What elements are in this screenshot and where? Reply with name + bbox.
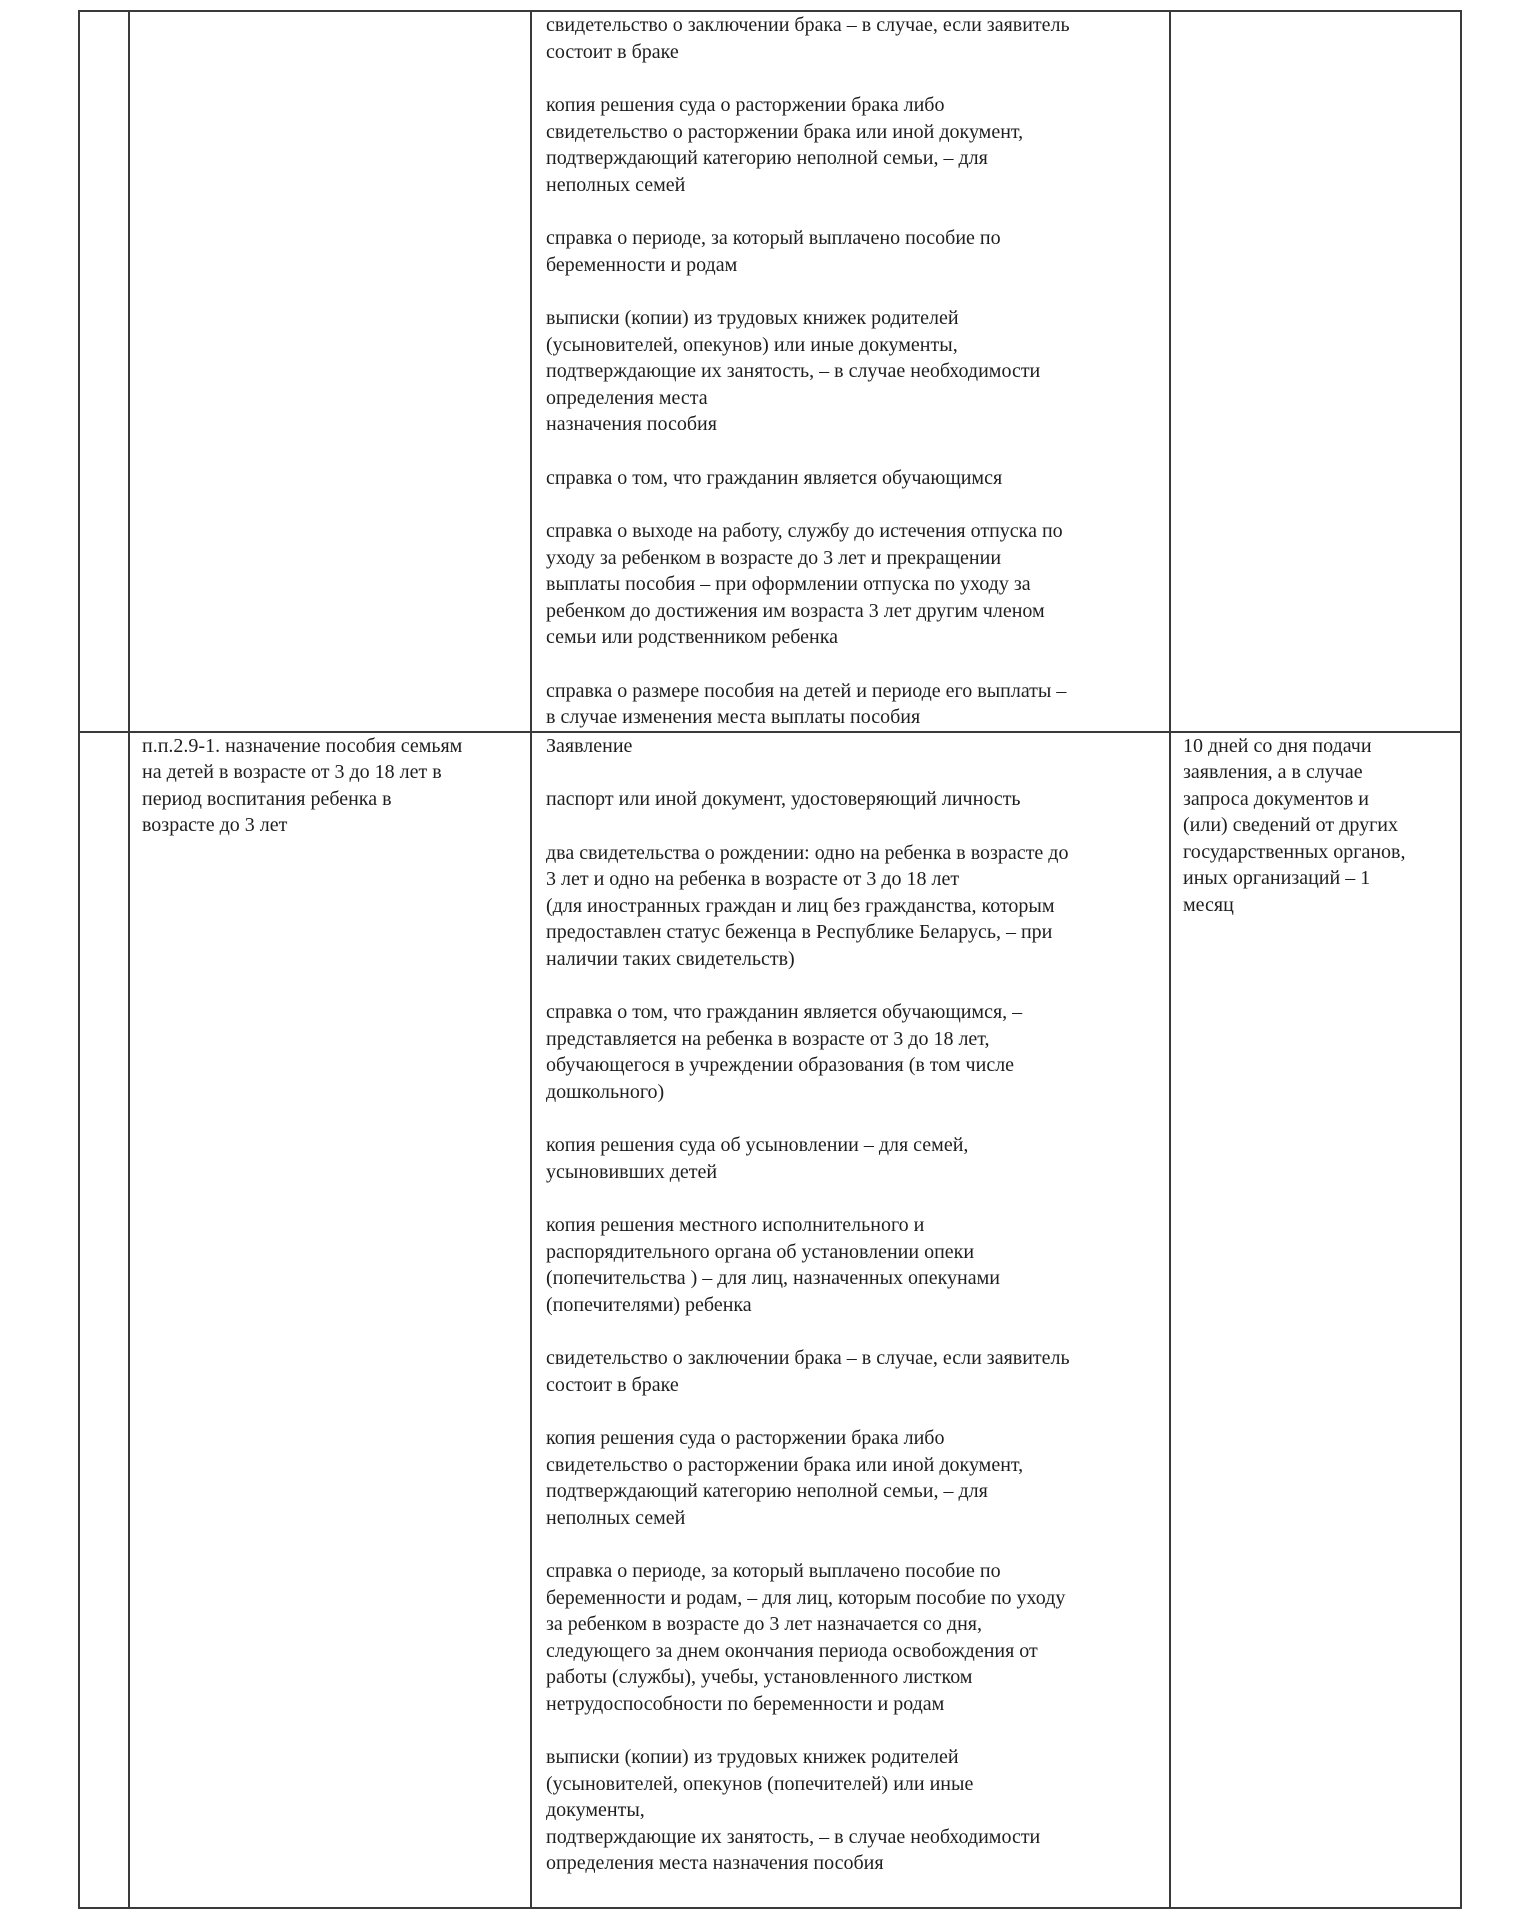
table-row [79,11,1461,732]
term-cell [1170,11,1461,732]
term-cell [1170,732,1461,1908]
documents-cell [531,732,1170,1908]
document-item: справка о том, что гражданин является обучающимся [546,466,1003,489]
document-item: выписки (копии) из трудовых книжек родителей (усыновителей, опекунов) или иные документы, подтверждающие их занятость, – в случае необходимости определения места назначения пособия [546,307,1041,435]
row-number-cell [79,11,129,732]
procedure-name-cell [129,732,531,1908]
documents-list [532,733,1169,1877]
documents-cell [531,11,1170,732]
row-number-cell [79,732,129,1908]
document-item: два свидетельства о рождении: одно на ребенка в возрасте до 3 лет и одно на ребенка в возрасте от 3 до 18 лет (для иностранных граждан и лиц без гражданства, которым предоставлен статус беженца в Республике Беларусь, – при наличии таких свидетельств) [546,841,1069,970]
document-item: свидетельство о заключении брака – в случае, если заявитель состоит в браке [546,1347,1070,1396]
document-item: справка о том, что гражданин является обучающимся, – представляется на ребенка в возрасте от 3 до 18 лет, обучающегося в учреждении образования (в том числе дошкольного) [546,1001,1023,1103]
documents-list [532,12,1169,731]
procedure-name-text: п.п.2.9-1. назначение пособия семьям на детей в возрасте от 3 до 18 лет в период воспитания ребенка в возрасте до 3 лет [142,734,463,836]
document-item: справка о выходе на работу, службу до истечения отпуска по уходу за ребенком в возрасте до 3 лет и прекращении выплаты пособия – при оформлении отпуска по уходу за ребенком до достижения им возраста 3 лет другим членом семьи или родственником ребенка [546,520,1063,648]
term-text: 10 дней со дня подачи заявления, а в случае запроса документов и (или) сведений от других государственных органов, иных организаций – 1 месяц [1183,734,1406,916]
document-item: выписки (копии) из трудовых книжек родителей (усыновителей, опекунов (попечителей) или иные документы, подтверждающие их занятость, – в случае необходимости определения места назначения пособия [546,1746,1041,1874]
document-item: справка о периоде, за который выплачено пособие по беременности и родам, – для лиц, которым пособие по уходу за ребенком в возрасте до 3 лет назначается со дня, следующего за днем окончания периода освобождения от работы (службы), учебы, установленного листком нетрудоспособности по беременности и родам [546,1560,1066,1715]
document-item: справка о размере пособия на детей и периоде его выплаты – в случае изменения места выплаты пособия [546,679,1067,728]
document-item: копия решения суда о расторжении брака либо свидетельство о расторжении брака или иной документ, подтверждающий категорию неполной семьи, – для неполных семей [546,1427,1024,1529]
document-item: справка о периоде, за который выплачено пособие по беременности и родам [546,227,1001,276]
procedure-name-cell [129,11,531,732]
table-row [79,732,1461,1908]
document-item: копия решения суда об усыновлении – для семей, усыновивших детей [546,1134,969,1183]
document-item: Заявление [546,734,633,757]
procedures-table [78,10,1462,1909]
document-item: копия решения местного исполнительного и распорядительного органа об установлении опеки (попечительства ) – для лиц, назначенных опекунами (попечителями) ребенка [546,1214,1000,1316]
document-item: свидетельство о заключении брака – в случае, если заявитель состоит в браке [546,14,1070,63]
document-item: паспорт или иной документ, удостоверяющий личность [546,788,1021,810]
document-item: копия решения суда о расторжении брака либо свидетельство о расторжении брака или иной документ, подтверждающий категорию неполной семьи, – для неполных семей [546,94,1024,196]
